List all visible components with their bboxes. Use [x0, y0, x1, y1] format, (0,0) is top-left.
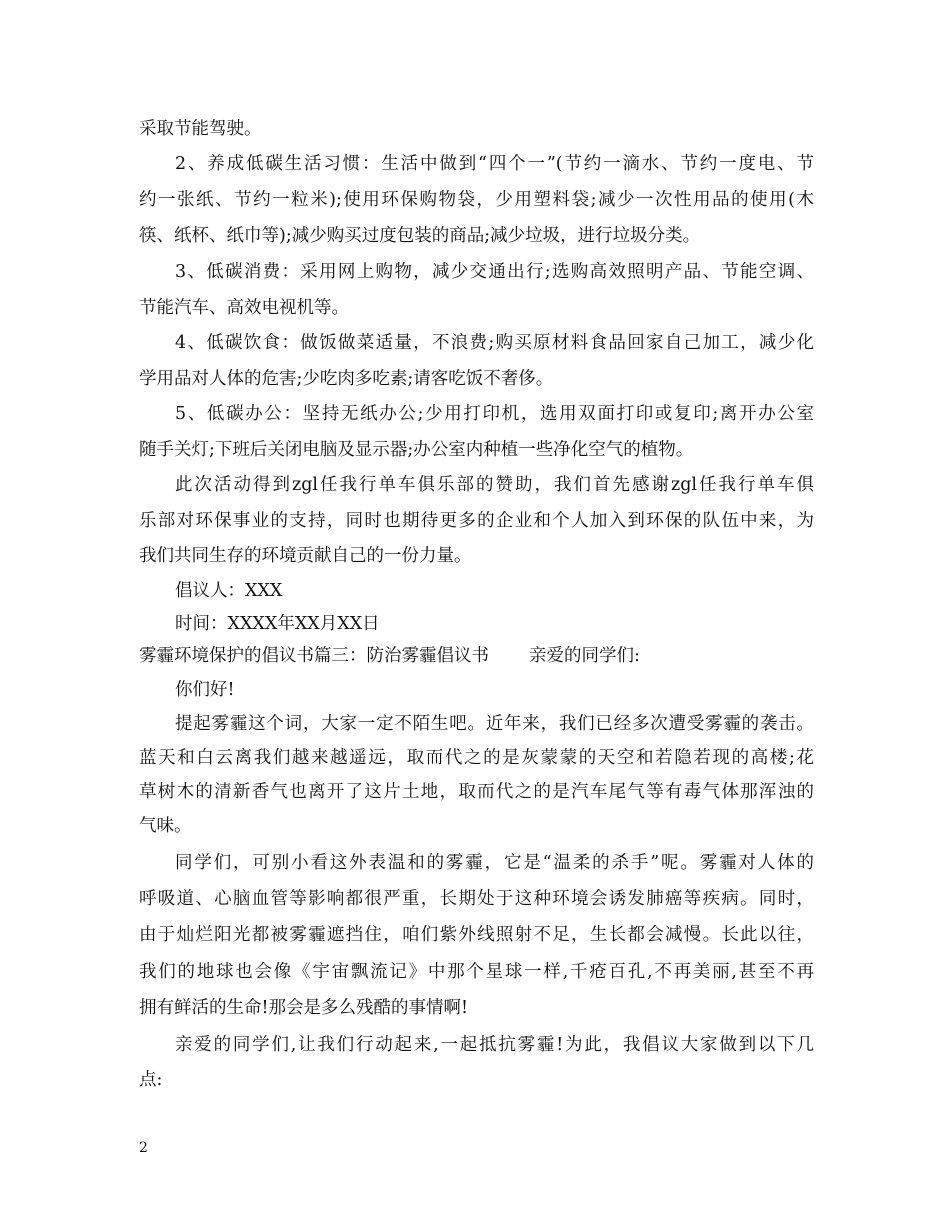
- text-line: 亲爱的同学们,让我们行动起来,一起抵抗雾霾!为此，我倡议大家做到以下几: [175, 1035, 814, 1055]
- section-title-line: [139, 644, 640, 668]
- text-line: 约一张纸、节约一粒米);使用环保购物袋，少用塑料袋;减少一次性用品的使用(木: [139, 190, 814, 210]
- date-line: 时间：XXXX年XX月XX日: [175, 614, 380, 634]
- signatory-line: 倡议人：XXX: [175, 581, 283, 601]
- page-number: 2: [139, 1140, 148, 1156]
- text-line: 蓝天和白云离我们越来越遥远，取而代之的是灰蒙蒙的天空和若隐若现的高楼;花: [139, 748, 814, 768]
- text-line: 我们共同生存的环境贡献自己的一份力量。: [139, 546, 472, 566]
- text-line: 4、低碳饮食：做饭做菜适量，不浪费;购买原材料食品回家自己加工，减少化: [175, 333, 814, 353]
- section-title: 雾霾环境保护的倡议书篇三：防治雾霾倡议书: [139, 646, 489, 666]
- text-line: 筷、纸杯、纸巾等);减少购买过度包装的商品;减少垃圾，进行垃圾分类。: [139, 226, 701, 246]
- greeting-line: 你们好!: [175, 680, 235, 700]
- text-line: 此次活动得到zgl任我行单车俱乐部的赞助，我们首先感谢zgl任我行单车俱: [175, 475, 814, 495]
- text-line: 学用品对人体的危害;少吃肉多吃素;请客吃饭不奢侈。: [139, 369, 554, 389]
- text-line: 采取节能驾驶。: [139, 119, 262, 139]
- text-line: 由于灿烂阳光都被雾霾遮挡住，咱们紫外线照射不足，生长都会减慢。长此以往，: [139, 925, 814, 945]
- text-line: 乐部对环保事业的支持，同时也期待更多的企业和个人加入到环保的队伍中来，为: [139, 511, 814, 531]
- text-line: 3、低碳消费：采用网上购物，减少交通出行;选购高效照明产品、节能空调、: [175, 262, 814, 282]
- text-line: 拥有鲜活的生命!那会是多么残酷的事情啊!: [139, 998, 469, 1018]
- text-line: 气味。: [139, 816, 192, 836]
- salutation: 亲爱的同学们:: [529, 646, 640, 666]
- text-line: 随手关灯;下班后关闭电脑及显示器;办公室内种植一些净化空气的植物。: [139, 440, 694, 460]
- text-line: 点:: [139, 1070, 163, 1090]
- text-line: 同学们，可别小看这外表温和的雾霾，它是“温柔的杀手”呢。雾霾对人体的: [175, 853, 814, 873]
- text-line: 草树木的清新香气也离开了这片土地，取而代之的是汽车尾气等有毒气体那浑浊的: [139, 782, 814, 802]
- text-line: 2、养成低碳生活习惯：生活中做到“四个一”(节约一滴水、节约一度电、节: [175, 154, 814, 174]
- text-line: 5、低碳办公：坚持无纸办公;少用打印机，选用双面打印或复印;离开办公室: [175, 404, 814, 424]
- text-line: 节能汽车、高效电视机等。: [139, 298, 349, 318]
- text-line: 提起雾霾这个词，大家一定不陌生吧。近年来，我们已经多次遭受雾霾的袭击。: [175, 714, 814, 734]
- text-line: 我们的地球也会像《宇宙飘流记》中那个星球一样,千疮百孔,不再美丽,甚至不再: [139, 962, 814, 982]
- text-line: 呼吸道、心脑血管等影响都很严重，长期处于这种环境会诱发肺癌等疾病。同时，: [139, 889, 814, 909]
